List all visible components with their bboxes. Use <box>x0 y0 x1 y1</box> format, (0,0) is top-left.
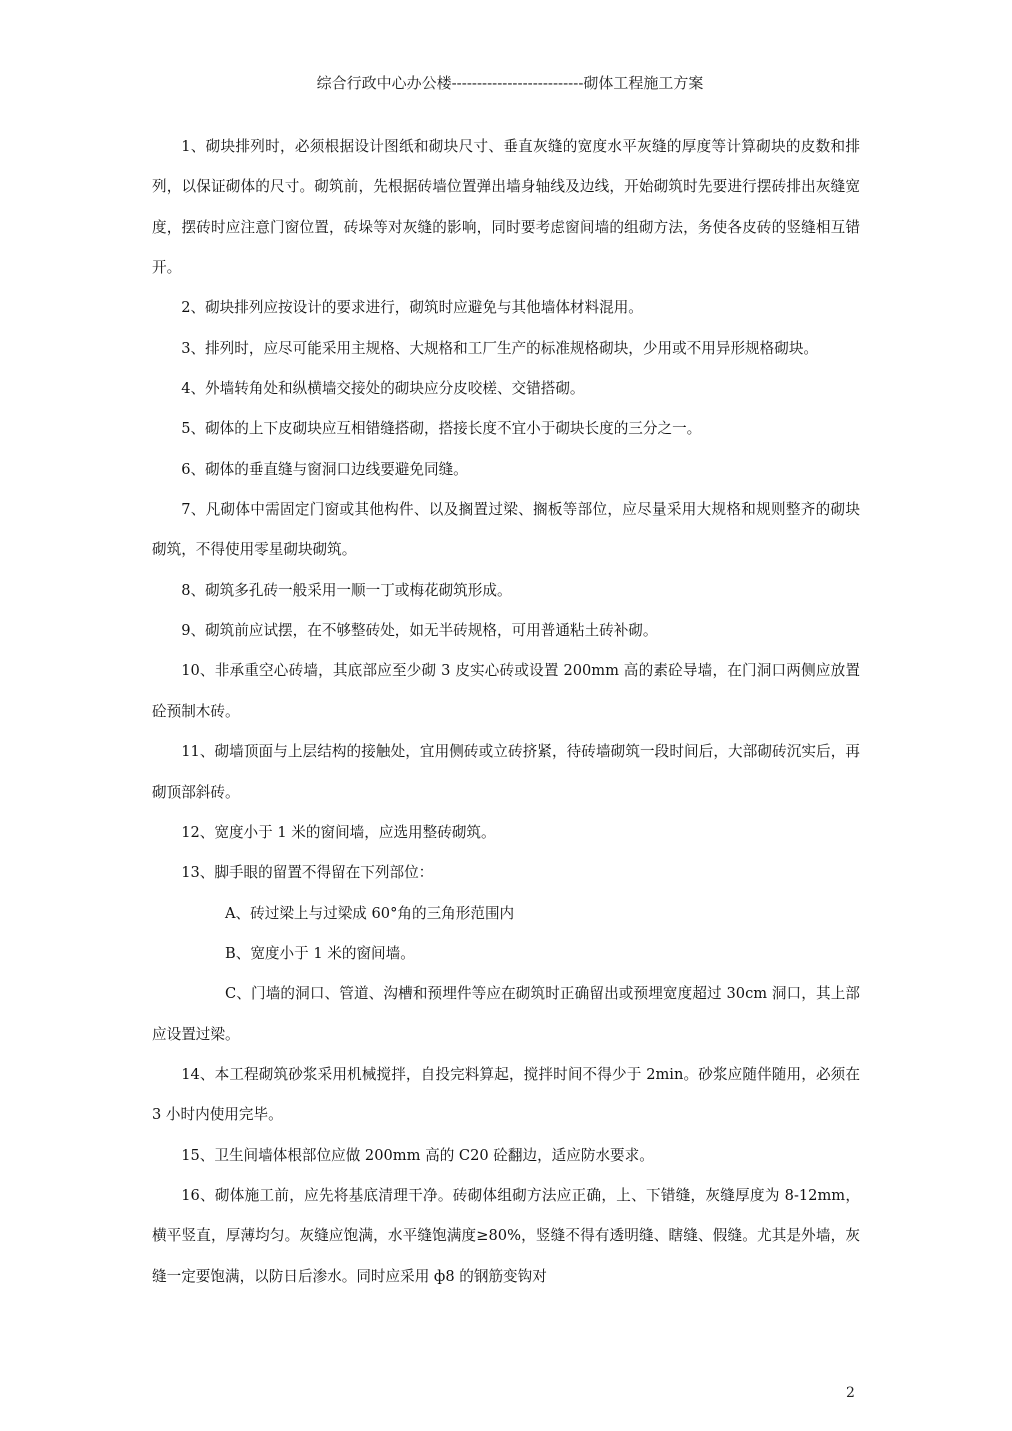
sub-item-a: A、砖过梁上与过梁成 60°角的三角形范围内 <box>225 904 515 922</box>
paragraph-1: 1、砌块排列时，必须根据设计图纸和砌块尺寸、垂直灰缝的宽度水平灰缝的厚度等计算砌块的皮数和排列，以保证砌体的尺寸。砌筑前，先根据砖墙位置弹出墙身轴线及边线，开始砌筑时先要进行摆砖排出灰缝宽度，摆砖时应注意门窗位置，砖垛等对灰缝的影响，同时要考虑窗间墙的组砌方法，务使各皮砖的竖缝相互错开。 <box>152 138 860 277</box>
page-header: 综合行政中心办公楼--------------------------砌体工程施工方案 <box>316 74 704 92</box>
paragraph-11: 11、砌墙顶面与上层结构的接触处，宜用侧砖或立砖挤紧，待砖墙砌筑一段时间后，大部砌砖沉实后，再砌顶部斜砖。 <box>152 743 860 801</box>
paragraph-4: 4、外墙转角处和纵横墙交接处的砌块应分皮咬槎、交错搭砌。 <box>181 380 585 398</box>
paragraph-9: 9、砌筑前应试摆，在不够整砖处，如无半砖规格，可用普通粘土砖补砌。 <box>181 622 658 640</box>
paragraph-14: 14、本工程砌筑砂浆采用机械搅拌，自投完料算起，搅拌时间不得少于 2min。砂浆应随伴随用，必须在 3 小时内使用完毕。 <box>152 1065 860 1124</box>
paragraph-15: 15、卫生间墙体根部位应做 200mm 高的 C20 砼翻边，适应防水要求。 <box>181 1146 654 1164</box>
sub-item-c: C、门墙的洞口、管道、沟槽和预埋件等应在砌筑时正确留出或预埋宽度超过 30cm 洞口，其上部应设置过梁。 <box>152 985 860 1043</box>
paragraph-10: 10、非承重空心砖墙，其底部应至少砌 3 皮实心砖或设置 200mm 高的素砼导墙，在门洞口两侧应放置砼预制木砖。 <box>152 662 860 720</box>
page-number: 2 <box>846 1385 855 1401</box>
sub-item-b: B、宽度小于 1 米的窗间墙。 <box>225 944 415 962</box>
paragraph-12: 12、宽度小于 1 米的窗间墙，应选用整砖砌筑。 <box>181 823 496 841</box>
paragraph-13: 13、脚手眼的留置不得留在下列部位： <box>181 864 434 882</box>
paragraph-3: 3、排列时，应尽可能采用主规格、大规格和工厂生产的标准规格砌块，少用或不用异形规格砌块。 <box>181 339 819 357</box>
paragraph-2: 2、砌块排列应按设计的要求进行，砌筑时应避免与其他墙体材料混用。 <box>181 299 643 317</box>
paragraph-8: 8、砌筑多孔砖一般采用一顺一丁或梅花砌筑形成。 <box>181 581 512 599</box>
document-body <box>152 127 860 1297</box>
paragraph-5: 5、砌体的上下皮砌块应互相错缝搭砌，搭接长度不宜小于砌块长度的三分之一。 <box>181 420 702 438</box>
paragraph-6: 6、砌体的垂直缝与窗洞口边线要避免同缝。 <box>181 460 468 478</box>
paragraph-7: 7、凡砌体中需固定门窗或其他构件、以及搁置过梁、搁板等部位，应尽量采用大规格和规则整齐的砌块砌筑，不得使用零星砌块砌筑。 <box>152 501 860 559</box>
paragraph-16: 16、砌体施工前，应先将基底清理干净。砖砌体组砌方法应正确，上、下错缝，灰缝厚度为 8-12mm，横平竖直，厚薄均匀。灰缝应饱满，水平缝饱满度≥80%，竖缝不得有透明缝、瞎缝、假缝。尤其是外墙，灰缝一定要饱满，以防日后渗水。同时应采用 ф8 的钢筋变钩对 <box>152 1186 860 1285</box>
